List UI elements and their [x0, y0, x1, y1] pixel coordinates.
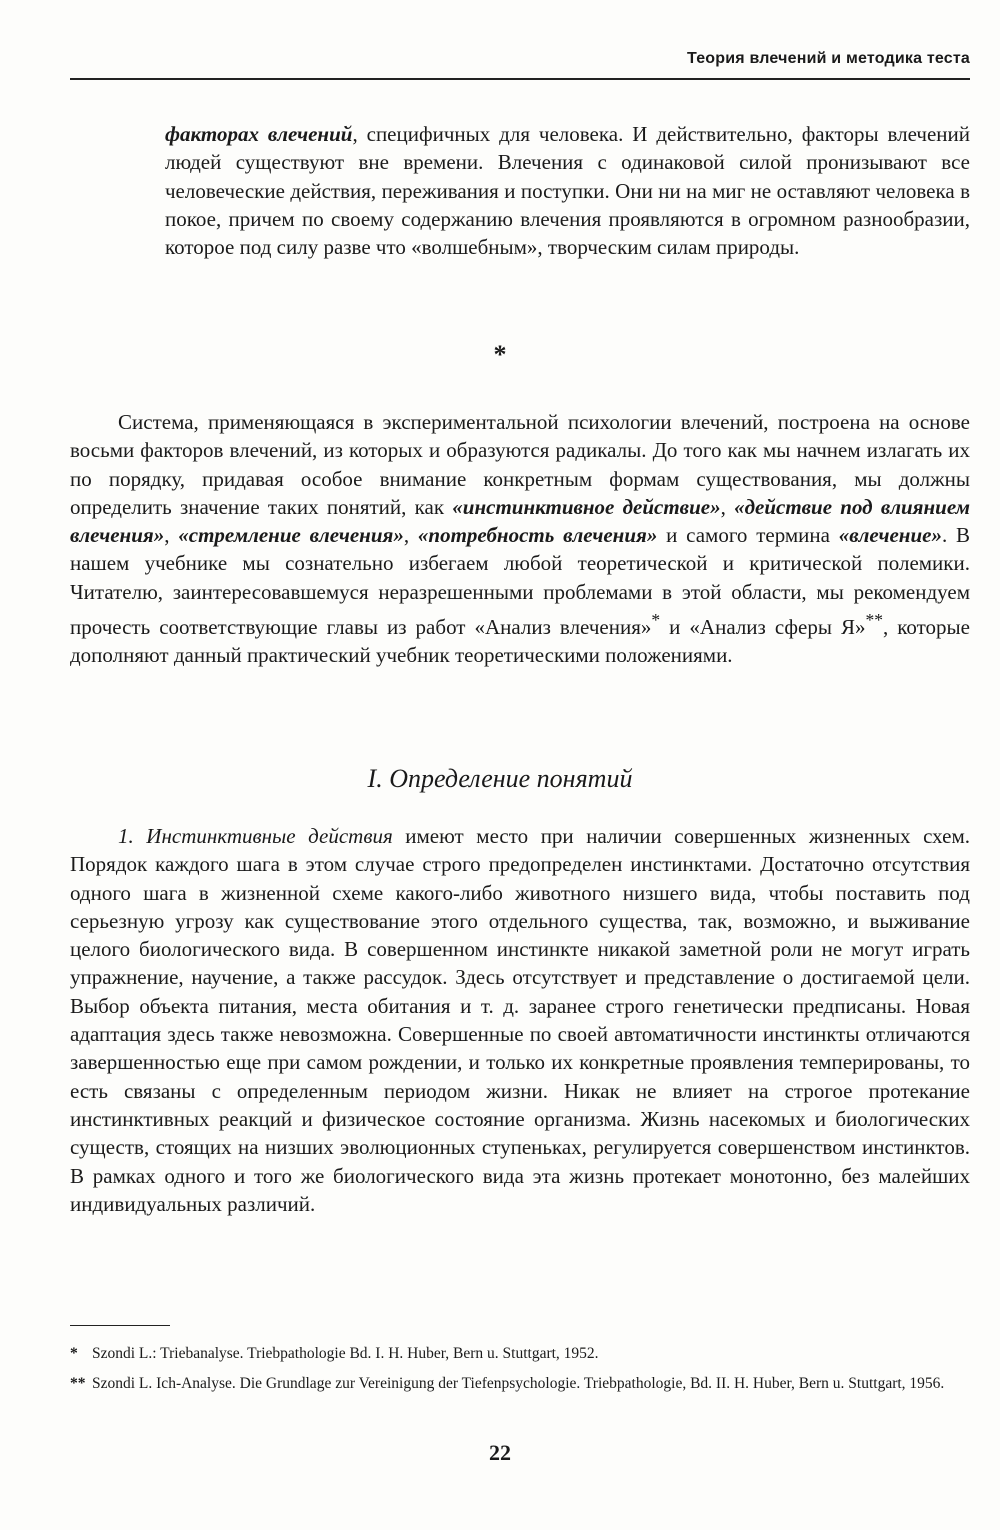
footnote-rule [70, 1325, 170, 1326]
separator-comma: , [720, 494, 735, 519]
intro-paragraph [165, 120, 970, 261]
footnote-ref-2: ** [865, 610, 884, 631]
system-text-c: . В нашем учебнике мы сознательно избегаем любой теоретической и критической полемики. Читателю, заинтересовавшемуся неразрешенными проблемами в этой области, мы рекомендуем прочесть соответствующие главы из работ «Анализ влечения» [70, 523, 971, 640]
system-text-d: и «Анализ сферы Я» [660, 615, 866, 640]
system-text-b: и самого термина [657, 523, 839, 548]
section-separator: * [493, 340, 507, 369]
term-instinctive-action: «инстинктивное действие» [452, 494, 721, 519]
term-drive-need: «потребность влечения» [417, 523, 658, 548]
footnote-text-1: Szondi L.: Triebanalyse. Triebpathologie Bd. I. H. Huber, Bern u. Stuttgart, 1952. [92, 1345, 599, 1362]
system-text-e: , которые дополняют данный практический учебник теоретическими положениями. [70, 615, 970, 668]
definition-term: 1. Инстинктивные действия [118, 824, 393, 848]
footnote-ref-1: * [651, 610, 661, 631]
section-heading: I. Определение понятий [367, 764, 633, 793]
page-number: 22 [489, 1440, 511, 1465]
running-title: Теория влечений и методика теста [687, 50, 970, 67]
intro-text: , специфичных для человека. И действительно, факторы влечений людей существуют вне времени. Влечения с одинаковой силой пронизывают все человеческие действия, переживания и поступки. Они ни на миг не оставляют человека в покое, причем по своему содержанию влечения проявляются в огромном разнообразии, которое под силу разве что «волшебным», творческим силам природы. [165, 122, 970, 260]
intro-emphasis: факторах влечений [165, 122, 353, 146]
footnote-text-2: Szondi L. Ich-Analyse. Die Grundlage zur Vereinigung der Tiefenpsychologie. Triebpathologie, Bd. II. H. Huber, Bern u. Stuttgart, 1956. [92, 1375, 945, 1392]
separator-comma: , [164, 523, 179, 548]
definition-paragraph [70, 822, 970, 1218]
definition-text: имеют место при наличии совершенных жизненных схем. Порядок каждого шага в этом случае строго предопределен инстинктами. Достаточно отсутствия одного шага в жизненной схеме какого-либо животного низшего вида, чтобы поставить под серьезную угрозу как существование этого отдельного существа, так, возможно, и выживание целого биологического вида. В совершенном инстинкте никакой заметной роли не могут играть упражнение, научение, а также рассудок. Здесь отсутствует и представление о достигаемой цели. Выбор объекта питания, места обитания и т. д. заранее строго генетически предписаны. Новая адаптация здесь также невозможна. Совершенные по своей автоматичности инстинкты отличаются завершенностью еще при самом рождении, и только их конкретные проявления темперированы, то есть связаны с определенным периодом жизни. Никак не влияет на строгое протекание инстинктивных реакций и физическое состояние организма. Жизнь насекомых и биологических существ, стоящих на низших эволюционных ступеньках, регулируется совершенством инстинктов. В рамках одного и того же биологического вида эта жизнь протекает монотонно, без малейших индивидуальных различий. [70, 824, 970, 1216]
footnote-mark-1: * [70, 1345, 78, 1362]
system-paragraph [70, 408, 970, 670]
footnote-1 [70, 1342, 970, 1366]
header-rule [70, 78, 970, 80]
term-drive-action: «действие под влиянием влечения» [70, 494, 971, 548]
term-drive-striving: «стремление влечения» [178, 523, 404, 548]
system-text-a: Система, применяющаяся в экспериментальной психологии влечений, построена на основе восьми факторов влечений, из которых и образуются радикалы. До того как мы начнем излагать их по порядку, придавая особое внимание конкретным формам существования, мы должны определить значение таких понятий, как [70, 410, 970, 519]
separator-comma: , [403, 523, 418, 548]
footnote-2 [70, 1372, 970, 1396]
footnote-mark-2: ** [70, 1375, 86, 1392]
term-drive: «влечение» [838, 523, 942, 548]
